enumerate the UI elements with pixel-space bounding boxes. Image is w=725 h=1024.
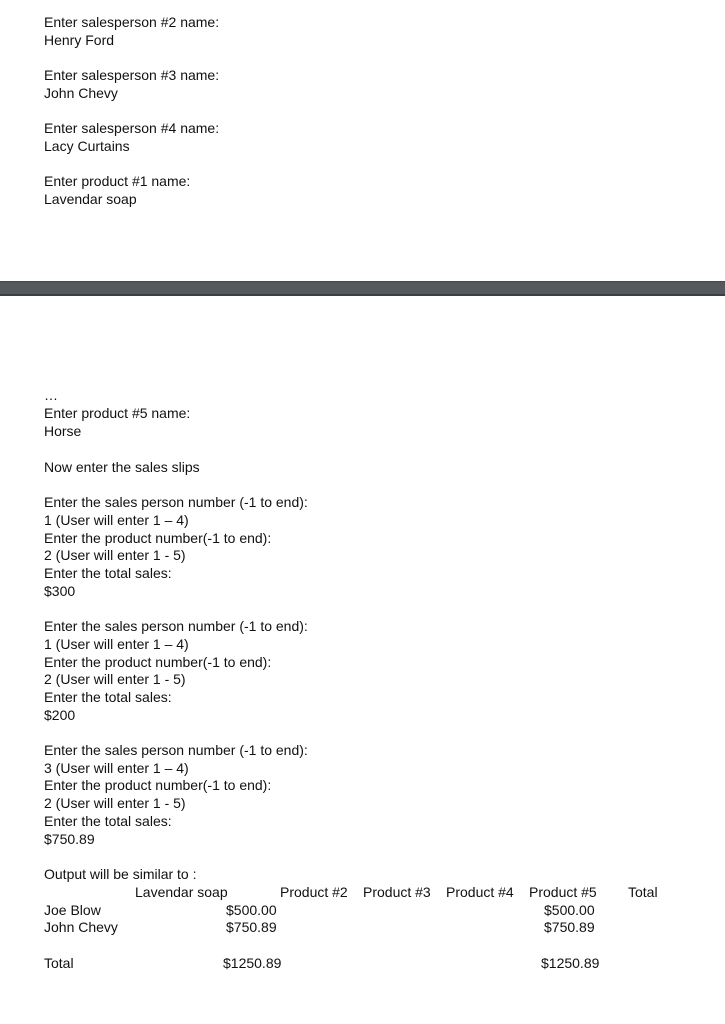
slip-person-value: 1 (User will enter 1 – 4) <box>44 512 189 528</box>
slip-person-prompt: Enter the sales person number (-1 to end): <box>44 494 308 510</box>
page-divider <box>0 281 725 296</box>
table-row-name: Joe Blow <box>44 902 101 918</box>
prompt-product-1: Enter product #1 name: <box>44 173 191 189</box>
slip-person-prompt: Enter the sales person number (-1 to end): <box>44 742 308 758</box>
table-row-name: John Chevy <box>44 919 118 935</box>
table-row-product-1: $500.00 <box>226 902 277 918</box>
output-heading: Output will be similar to : <box>44 866 197 882</box>
value-salesperson-2: Henry Ford <box>44 32 115 48</box>
value-salesperson-4: Lacy Curtains <box>44 138 130 154</box>
table-row-product-1: $750.89 <box>226 919 277 935</box>
slip-total-value: $300 <box>44 583 76 599</box>
slip-total-value: $750.89 <box>44 831 95 847</box>
table-header-product-1: Lavendar soap <box>135 884 228 900</box>
value-product-5: Horse <box>44 423 82 439</box>
slip-total-prompt: Enter the total sales: <box>44 813 172 829</box>
table-total-product-5: $1250.89 <box>541 955 600 971</box>
prompt-salesperson-2: Enter salesperson #2 name: <box>44 14 220 30</box>
table-row-product-5: $500.00 <box>544 902 595 918</box>
value-salesperson-3: John Chevy <box>44 85 118 101</box>
table-header-product-2: Product #2 <box>280 884 348 900</box>
table-header-product-3: Product #3 <box>363 884 431 900</box>
slip-total-prompt: Enter the total sales: <box>44 689 172 705</box>
prompt-product-5: Enter product #5 name: <box>44 405 191 421</box>
slip-product-prompt: Enter the product number(-1 to end): <box>44 777 272 793</box>
slip-person-value: 3 (User will enter 1 – 4) <box>44 760 189 776</box>
slip-product-value: 2 (User will enter 1 - 5) <box>44 671 186 687</box>
table-total-label: Total <box>44 955 74 971</box>
slip-total-prompt: Enter the total sales: <box>44 565 172 581</box>
slip-product-value: 2 (User will enter 1 - 5) <box>44 547 186 563</box>
slip-product-value: 2 (User will enter 1 - 5) <box>44 795 186 811</box>
slip-person-value: 1 (User will enter 1 – 4) <box>44 636 189 652</box>
table-header-total: Total <box>628 884 658 900</box>
prompt-salesperson-3: Enter salesperson #3 name: <box>44 67 220 83</box>
slip-product-prompt: Enter the product number(-1 to end): <box>44 530 272 546</box>
table-total-product-1: $1250.89 <box>223 955 282 971</box>
value-product-1: Lavendar soap <box>44 191 137 207</box>
table-header-product-5: Product #5 <box>529 884 597 900</box>
slip-total-value: $200 <box>44 707 76 723</box>
slip-person-prompt: Enter the sales person number (-1 to end): <box>44 618 308 634</box>
sales-heading: Now enter the sales slips <box>44 459 200 475</box>
table-row-product-5: $750.89 <box>544 919 595 935</box>
ellipsis: … <box>44 387 58 403</box>
prompt-salesperson-4: Enter salesperson #4 name: <box>44 120 220 136</box>
table-header-product-4: Product #4 <box>446 884 514 900</box>
slip-product-prompt: Enter the product number(-1 to end): <box>44 654 272 670</box>
